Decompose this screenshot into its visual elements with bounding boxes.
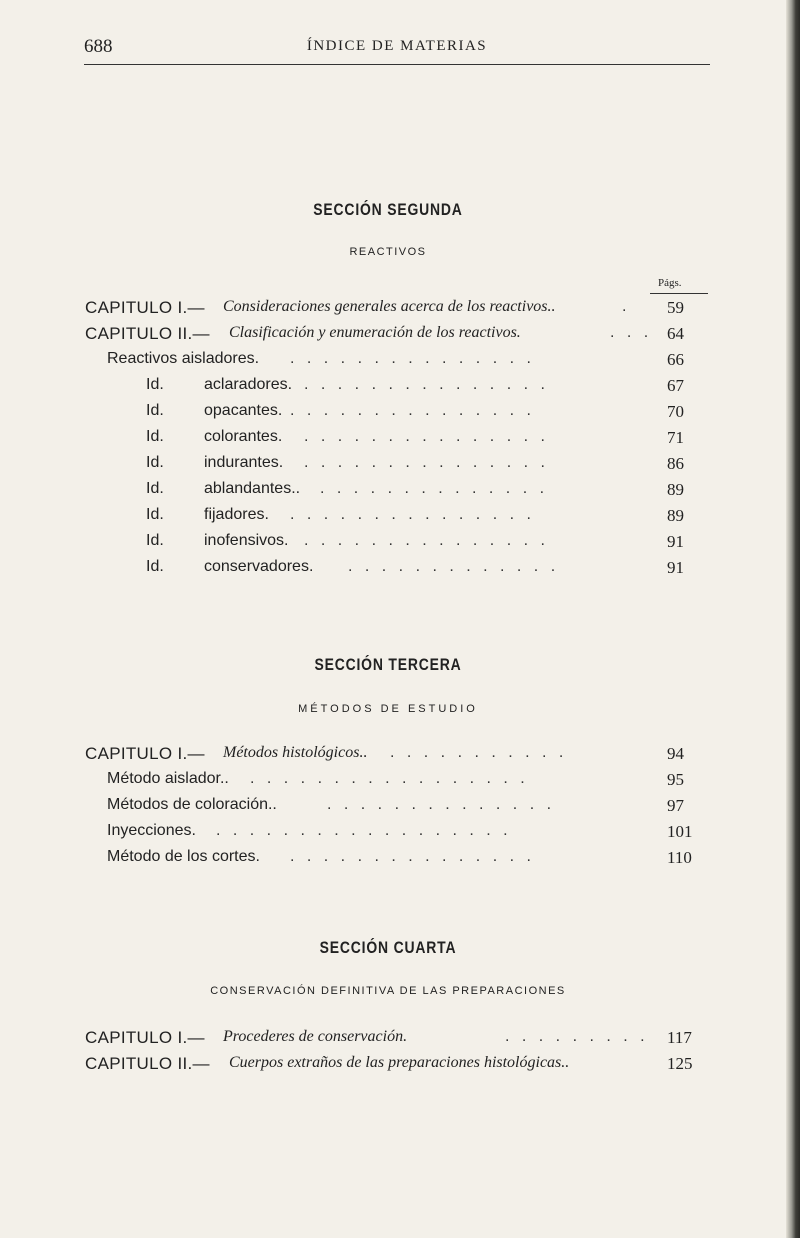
toc-entry: Id. opacantes. . . . . . . . . . . . . . . . 70 xyxy=(146,402,684,421)
toc-entry: Id. conservadores. . . . . . . . . . . . . . 91 xyxy=(146,558,684,577)
toc-entry: CAPITULO I.— Consideraciones generales acerca de los reactivos.. . 59 xyxy=(85,298,684,317)
running-title: ÍNDICE DE MATERIAS xyxy=(306,38,488,54)
toc-entry: Método de los cortes. . . . . . . . . . . . . . . . 110 xyxy=(107,848,692,867)
section-title-segunda: SECCIÓN SEGUNDA xyxy=(313,200,463,219)
toc-entry: Id. inofensivos. . . . . . . . . . . . . . . . 91 xyxy=(146,532,684,551)
pags-rule xyxy=(650,293,708,294)
toc-entry: CAPITULO II.— Clasificación y enumeración de los reactivos. . . . 64 xyxy=(85,324,684,343)
toc-entry: Id. colorantes. . . . . . . . . . . . . . . . 71 xyxy=(146,428,684,447)
running-header xyxy=(84,36,710,60)
section-subtitle-metodos: MÉTODOS DE ESTUDIO xyxy=(298,703,478,715)
toc-entry: CAPITULO II.— Cuerpos extraños de las preparaciones histológicas.. 125 xyxy=(85,1054,693,1073)
header-rule xyxy=(84,64,710,65)
toc-entry: CAPITULO I.— Métodos histológicos.. . . . . . . . . . . . 94 xyxy=(85,744,684,763)
toc-entry: Id. fijadores. . . . . . . . . . . . . . . . 89 xyxy=(146,506,684,525)
pags-label: Págs. xyxy=(658,277,682,289)
toc-entry: Reactivos aisladores. . . . . . . . . . . . . . . . 66 xyxy=(107,350,684,369)
toc-entry: Id. indurantes. . . . . . . . . . . . . . . . 86 xyxy=(146,454,684,473)
page-edge-shadow xyxy=(786,0,800,1238)
toc-entry: Métodos de coloración.. . . . . . . . . . . . . . . 97 xyxy=(107,796,684,815)
toc-entry: Inyecciones. . . . . . . . . . . . . . . . . . . 101 xyxy=(107,822,693,841)
section-title-tercera: SECCIÓN TERCERA xyxy=(314,655,462,674)
section-subtitle-reactivos: REACTIVOS xyxy=(349,246,427,258)
toc-entry: CAPITULO I.— Procederes de conservación. . . . . . . . . . 117 xyxy=(85,1028,692,1047)
toc-entry: Id. ablandantes.. . . . . . . . . . . . . . . 89 xyxy=(146,480,684,499)
toc-entry: Método aislador.. . . . . . . . . . . . . . . . . . 95 xyxy=(107,770,684,789)
page-number: 688 xyxy=(84,36,113,57)
section-title-cuarta: SECCIÓN CUARTA xyxy=(319,938,457,957)
section-subtitle-conservacion: CONSERVACIÓN DEFINITIVA DE LAS PREPARACIONES xyxy=(210,985,566,997)
toc-entry: Id. aclaradores. . . . . . . . . . . . . . . . 67 xyxy=(146,376,684,395)
